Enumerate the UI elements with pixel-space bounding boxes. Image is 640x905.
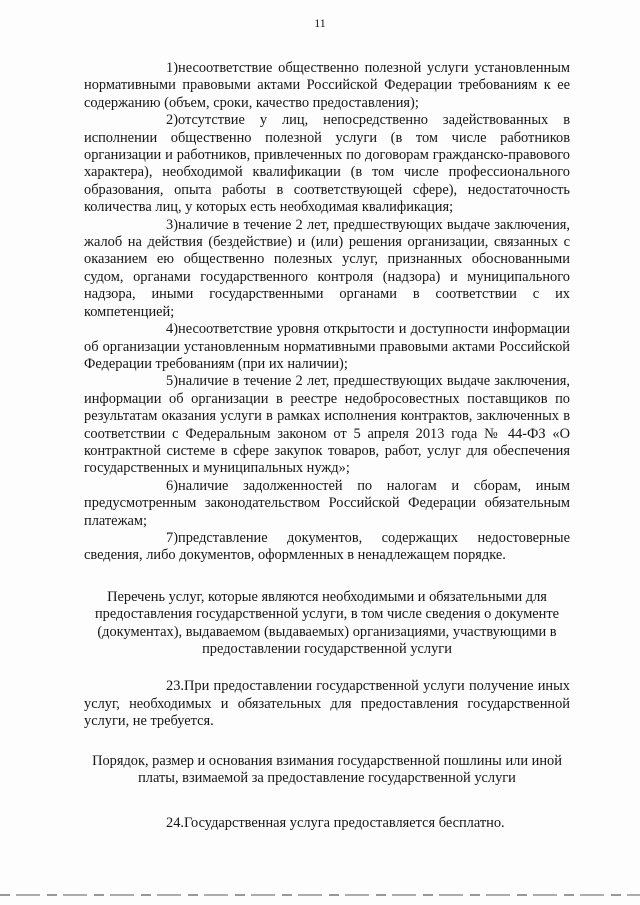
clause-number: 24. <box>166 815 184 832</box>
list-item-1 <box>84 60 570 112</box>
list-item-5 <box>84 373 570 477</box>
list-item-number: 7) <box>166 529 178 546</box>
list-item-number: 4) <box>166 321 178 338</box>
list-item-text: наличие в течение 2 лет, предшествующих выдаче заключения, информации об организации в реестре недобросовестных поставщиков по результатам оказания услуги в рамках исполнения контрактов, заключенных в соответствии с Федеральным законом от 5 апреля 2013 года № 44-ФЗ «О контрактной системе в сфере закупок товаров, работ, услуг для обеспечения государственных и муниципальных нужд»; <box>84 373 570 477</box>
clause-24 <box>84 815 570 832</box>
list-item-7 <box>84 530 570 565</box>
spacer <box>84 658 570 678</box>
clause-text: При предоставлении государственной услуги получение иных услуг, необходимых и обязательных для предоставления государственной услуги, не требуется. <box>84 678 570 730</box>
list-item-number: 3) <box>166 216 178 233</box>
list-item-number: 1) <box>166 60 178 76</box>
list-item-2 <box>84 112 570 216</box>
list-item-text: наличие задолженностей по налогам и сборам, иным предусмотренным законодательством Российской Федерации обязательным платежам; <box>84 477 570 529</box>
list-item-4 <box>84 321 570 373</box>
list-item-text: представление документов, содержащих недостоверные сведения, либо документов, оформленных в ненадлежащем порядке. <box>84 529 570 564</box>
list-item-text: несоответствие уровня открытости и доступности информации об организации установленным нормативными правовыми актами Российской Федерации требованиям (при их наличии); <box>84 321 570 372</box>
list-item-number: 2) <box>166 112 178 129</box>
list-item-text: отсутствие у лиц, непосредственно задействованных в исполнении общественно полезной услуги (в том числе работников организации и работников, привлеченных по договорам гражданско-правового характера), необходимой квалификации (в том числе профессионального образования, опыта работы в соответствующей сфере), недостаточность количества лиц, у которых есть необходимая квалификация; <box>84 112 570 216</box>
list-item-text: несоответствие общественно полезной услуги установленным нормативными правовыми актами Российской Федерации требованиям к ее содержанию (объем, сроки, качество предоставления); <box>84 60 570 111</box>
list-item-number: 5) <box>166 373 178 390</box>
scan-edge-line <box>0 894 640 896</box>
spacer <box>84 787 570 815</box>
clause-23 <box>84 678 570 730</box>
spacer <box>84 565 570 589</box>
list-item-6 <box>84 478 570 530</box>
clause-text: Государственная услуга предоставляется бесплатно. <box>184 815 505 832</box>
list-item-text: наличие в течение 2 лет, предшествующих выдаче заключения, жалоб на действия (бездействие) и (или) решения организации, связанных с оказанием ею общественно полезных услуг, признанных обоснованными судом, органами государственного контроля (надзора) и муниципального надзора, иными государственными органами в соответствии с их компетенцией; <box>84 216 570 320</box>
list-item-number: 6) <box>166 477 178 494</box>
section-heading-services: Перечень услуг, которые являются необходимыми и обязательными для предоставления государственной услуги, в том числе сведения о документе (документах), выдаваемом (выдаваемых) организациями, участвующими в предоставлении государственной услуги <box>94 588 560 657</box>
page-number: 11 <box>314 16 326 30</box>
spacer <box>84 731 570 753</box>
document-body <box>84 60 570 833</box>
list-item-3 <box>84 217 570 321</box>
clause-number: 23. <box>166 678 184 695</box>
section-heading-fee: Порядок, размер и основания взимания государственной пошлины или иной платы, взимаемой за предоставление государственной услуги <box>92 752 562 787</box>
